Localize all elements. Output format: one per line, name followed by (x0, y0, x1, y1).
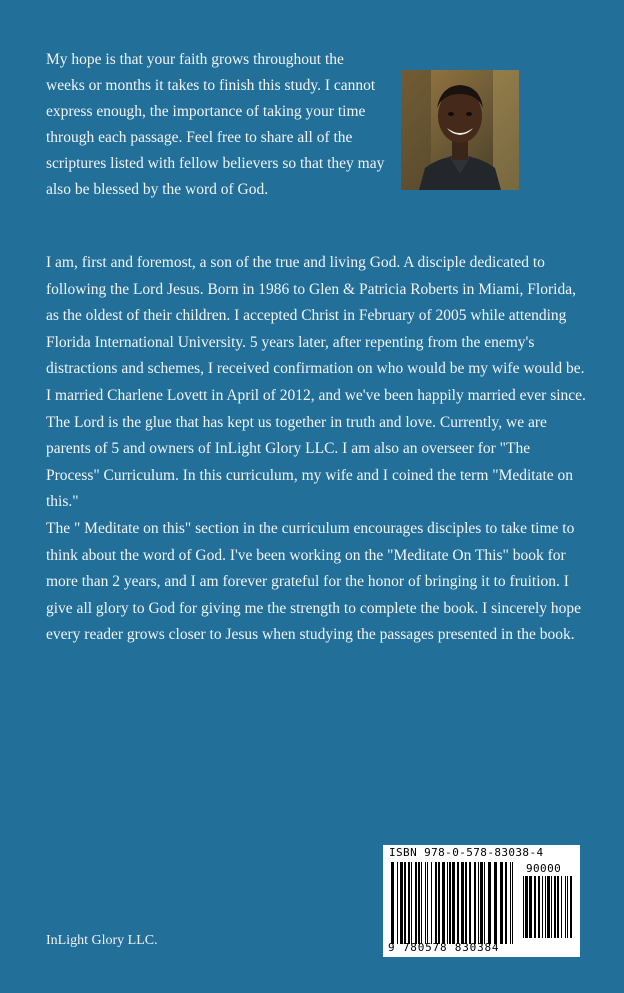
price-code: 90000 (526, 862, 562, 875)
bio-paragraph: The " Meditate on this" section in the curriculum encourages disciples to take time to think about the word of God. I've been working on the "Meditate On This" book for more than 2 years, and I am forever grateful for the honor of bringing it to fruition. I give all glory to God for giving me the strength to complete the book. I sincerely hope every reader grows closer to Jesus when studying the passages presented in the book. (46, 519, 582, 644)
bio-paragraph: I am, first and foremost, a son of the true and living God. A disciple dedicated to following the Lord Jesus. Born in 1986 to Glen & Patricia Roberts in Miami, Florida, as the oldest of their children. I accepted Christ in February of 2005 while attending Florida International University. 5 years later, after repenting from the enemy's distractions and schemes, I received confirmation on who would be my wife would be. I married Charlene Lovett in April of 2012, and we've been happily married ever since. The Lord is the glue that has kept us together in truth and love. Currently, we are parents of 5 and owners of InLight Glory LLC. I am also an overseer for "The Process" Curriculum. In this curriculum, my wife and I coined the term "Meditate on this." (46, 254, 586, 511)
ean-digits: 9 780578 830384 (388, 941, 500, 954)
publisher-name: InLight Glory LLC. (46, 933, 158, 948)
author-photo (401, 70, 519, 190)
isbn-barcode (383, 845, 580, 957)
intro-paragraph: My hope is that your faith grows throughout the weeks or months it takes to finish this study. I cannot express enough, the importance of taking your time through each passage. Feel free to share all of the scriptures listed with fellow believers so that they may also be blessed by the word of God. (46, 51, 385, 198)
isbn-label: ISBN 978-0-578-83038-4 (389, 846, 544, 859)
author-bio (46, 250, 586, 649)
price-barcode-bars (523, 876, 573, 938)
barcode-bars (391, 862, 513, 944)
